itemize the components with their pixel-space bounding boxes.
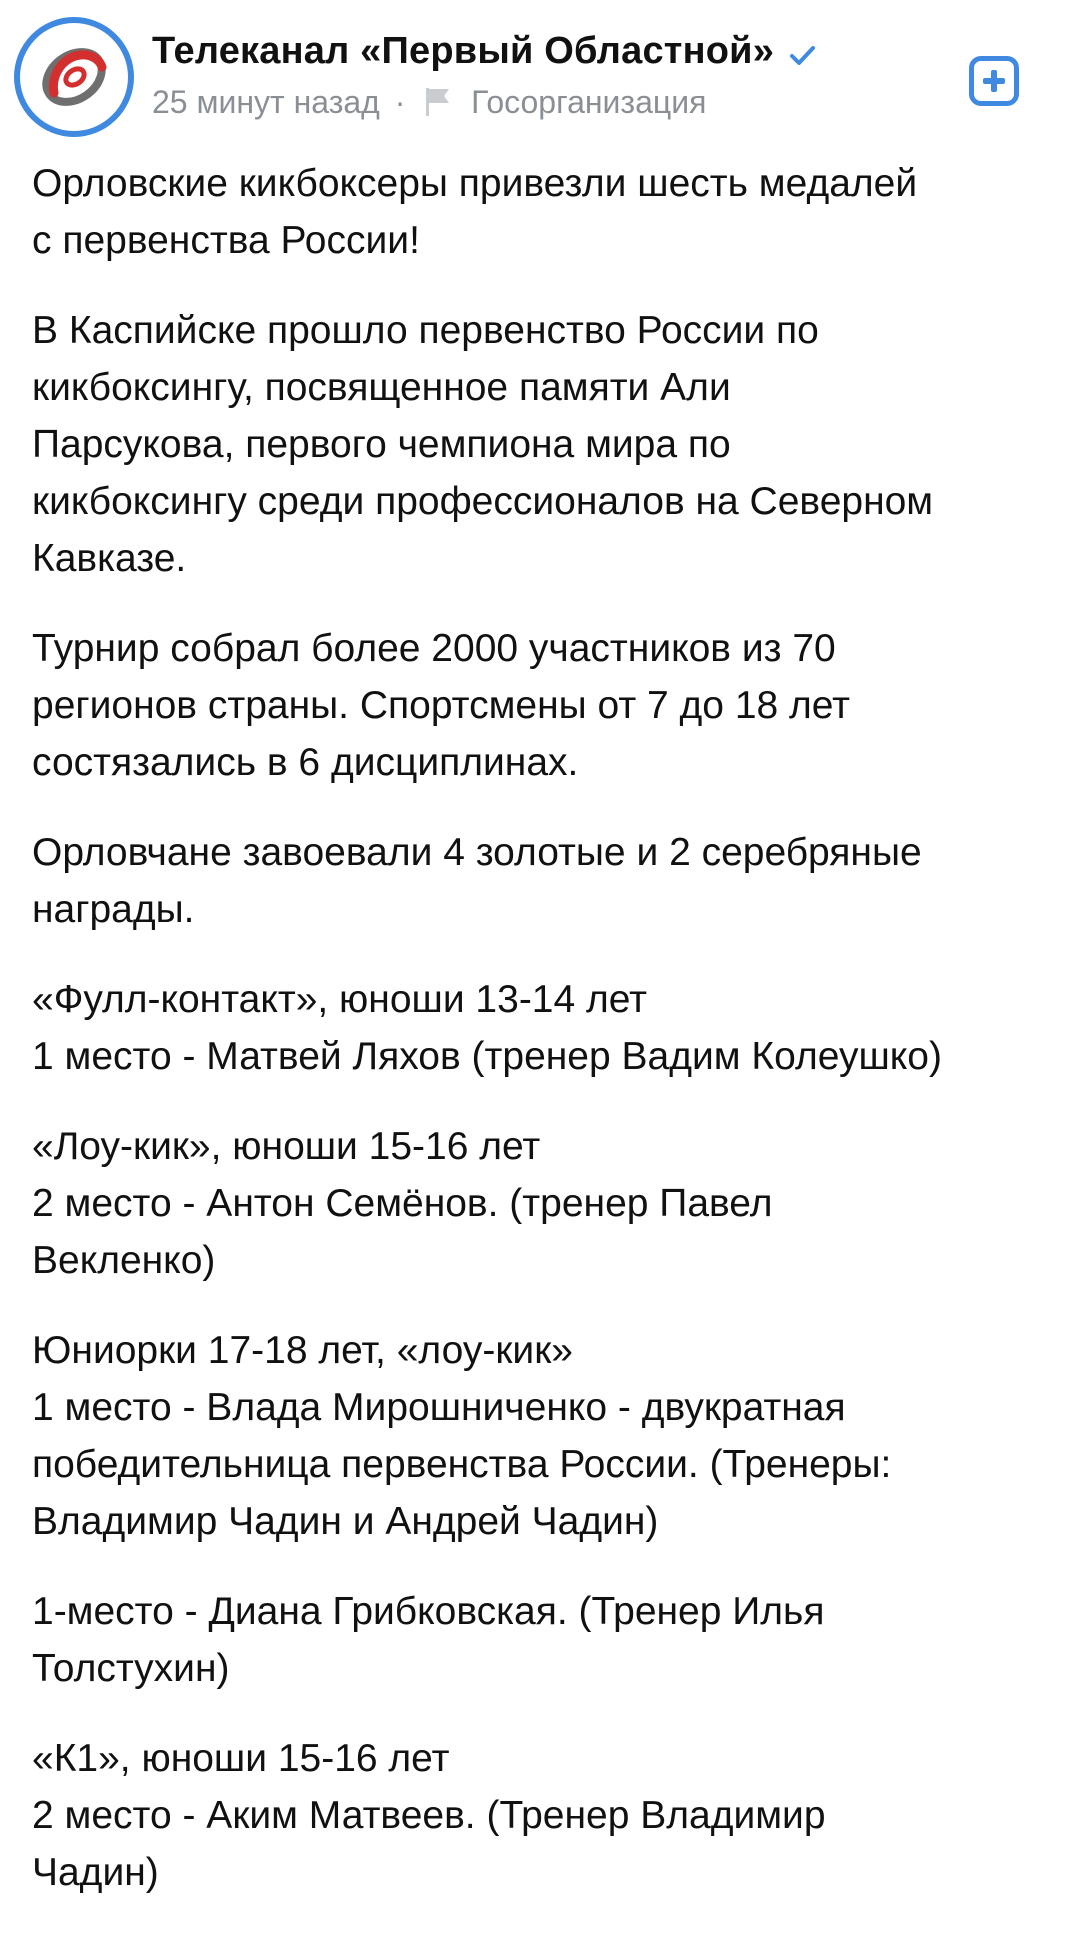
post-paragraph: «К1», юноши 15-16 лет 2 место - Аким Матвеев. (Тренер Владимир Чадин) — [32, 1737, 826, 1894]
post-paragraph: Орловские кикбоксеры привезли шесть медалей с первенства России! — [32, 162, 918, 262]
post-header — [0, 0, 1067, 150]
post-paragraph: Турнир собрал более 2000 участников из 70 регионов страны. Спортсмены от 7 до 18 лет состязались в 6 дисциплинах. — [32, 627, 851, 784]
post-paragraph: 1-место - Диана Грибковская. (Тренер Илья Толстухин) — [32, 1590, 825, 1690]
channel-title[interactable]: Телеканал «Первый Областной» — [152, 30, 775, 72]
post-text — [32, 155, 1042, 1934]
title-row — [152, 30, 817, 73]
channel-avatar[interactable] — [14, 17, 134, 137]
flag-icon — [424, 86, 452, 118]
meta-separator: · — [394, 84, 406, 120]
post-paragraph: Орловчане завоевали 4 золотые и 2 серебряные награды. — [32, 831, 922, 931]
post-meta — [152, 84, 706, 121]
verified-check-icon — [787, 40, 817, 70]
org-label: Госорганизация — [471, 84, 707, 120]
post-paragraph: В Каспийске прошло первенство России по кикбоксингу, посвященное памяти Али Парсукова, первого чемпиона мира по кикбоксингу среди профессионалов на Северном Кавказе. — [32, 309, 934, 580]
plus-square-icon[interactable] — [969, 56, 1019, 106]
post-paragraph: «Лоу-кик», юноши 15-16 лет 2 место - Антон Семёнов. (тренер Павел Векленко) — [32, 1125, 773, 1282]
post-paragraph: «Фулл-контакт», юноши 13-14 лет 1 место - Матвей Ляхов (тренер Вадим Колеушко) — [32, 978, 942, 1078]
channel-logo-icon — [20, 23, 128, 131]
post-paragraph: Юниорки 17-18 лет, «лоу-кик» 1 место - Влада Мирошниченко - двукратная победительница первенства России. (Тренеры: Владимир Чадин и Андрей Чадин) — [32, 1329, 892, 1543]
post-time[interactable]: 25 минут назад — [152, 84, 380, 120]
